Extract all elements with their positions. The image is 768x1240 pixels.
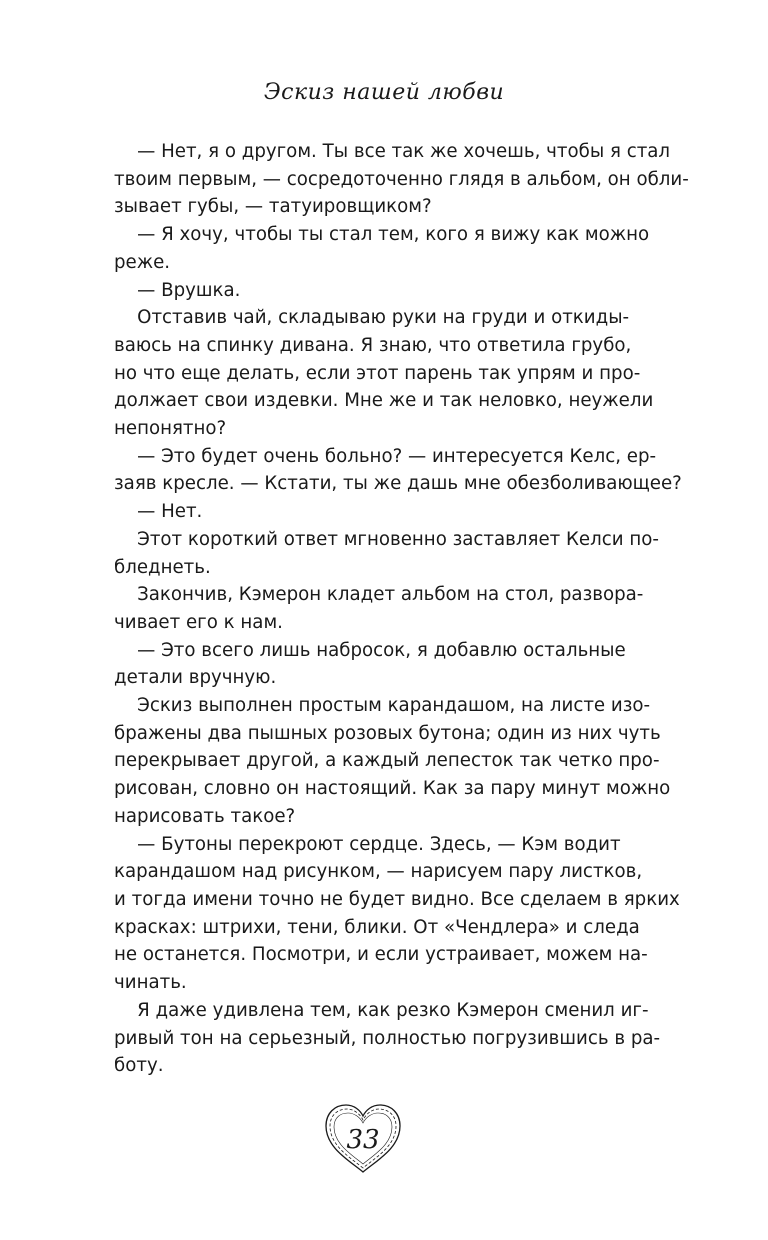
running-title: Эскиз нашей любви: [263, 80, 505, 105]
text-line: рисован, словно он настоящий. Как за пару минут можно: [114, 778, 671, 800]
text-line: бражены два пышных розовых бутона; один из них чуть: [114, 722, 661, 744]
text-line: твоим первым, — сосредоточенно глядя в альбом, он обли-: [114, 168, 689, 190]
text-line: Я даже удивлена тем, как резко Кэмерон сменил иг-: [114, 999, 649, 1021]
text-line: ривый тон на серьезный, полностью погрузившись в ра-: [114, 1027, 661, 1049]
page-body: [114, 138, 689, 1080]
text-line: и тогда имени точно не будет видно. Все сделаем в ярких: [114, 888, 680, 910]
text-line: ваюсь на спинку дивана. Я знаю, что ответила грубо,: [114, 334, 632, 356]
text-line: зывает губы, — татуировщиком?: [114, 196, 432, 218]
text-line: должает свои издевки. Мне же и так неловко, неужели: [114, 390, 654, 412]
text-line: — Бутоны перекроют сердце. Здесь, — Кэм водит: [114, 833, 621, 855]
text-line: чинать.: [114, 972, 187, 994]
text-line: — Я хочу, чтобы ты стал тем, кого я вижу как можно: [114, 224, 650, 246]
text-line: — Нет, я о другом. Ты все так же хочешь, чтобы я стал: [114, 141, 671, 162]
text-line: Закончив, Кэмерон кладет альбом на стол, развора-: [114, 584, 644, 606]
text-line: Эскиз выполнен простым карандашом, на листе изо-: [114, 695, 651, 717]
text-line: — Врушка.: [114, 279, 241, 301]
text-line: нарисовать такое?: [114, 805, 296, 827]
text-line: чивает его к нам.: [114, 611, 283, 633]
text-line: реже.: [114, 251, 171, 273]
text-line: но что еще делать, если этот парень так упрям и про-: [114, 362, 641, 384]
text-line: Этот короткий ответ мгновенно заставляет Келси по-: [114, 528, 659, 550]
page-number: 33: [346, 1125, 380, 1155]
text-line: не останется. Посмотри, и если устраивает, можем на-: [114, 944, 648, 966]
text-line: Отставив чай, складываю руки на груди и откиды-: [114, 307, 630, 329]
text-line: красках: штрихи, тени, блики. От «Чендлера» и следа: [114, 916, 640, 938]
text-line: боту.: [114, 1055, 164, 1077]
text-line: карандашом над рисунком, — нарисуем пару листков,: [114, 861, 643, 883]
text-line: — Это будет очень больно? — интересуется Келс, ер-: [114, 445, 657, 467]
text-line: детали вручную.: [114, 667, 277, 689]
text-line: перекрывает другой, а каждый лепесток так четко про-: [114, 750, 660, 772]
text-line: непонятно?: [114, 418, 227, 440]
text-line: — Нет.: [114, 501, 203, 523]
text-line: заяв кресле. — Кстати, ты же дашь мне обезболивающее?: [114, 473, 682, 495]
page-number-ornament: [320, 1098, 406, 1178]
text-line: — Это всего лишь набросок, я добавлю остальные: [114, 639, 626, 661]
text-line: бледнеть.: [114, 556, 211, 578]
